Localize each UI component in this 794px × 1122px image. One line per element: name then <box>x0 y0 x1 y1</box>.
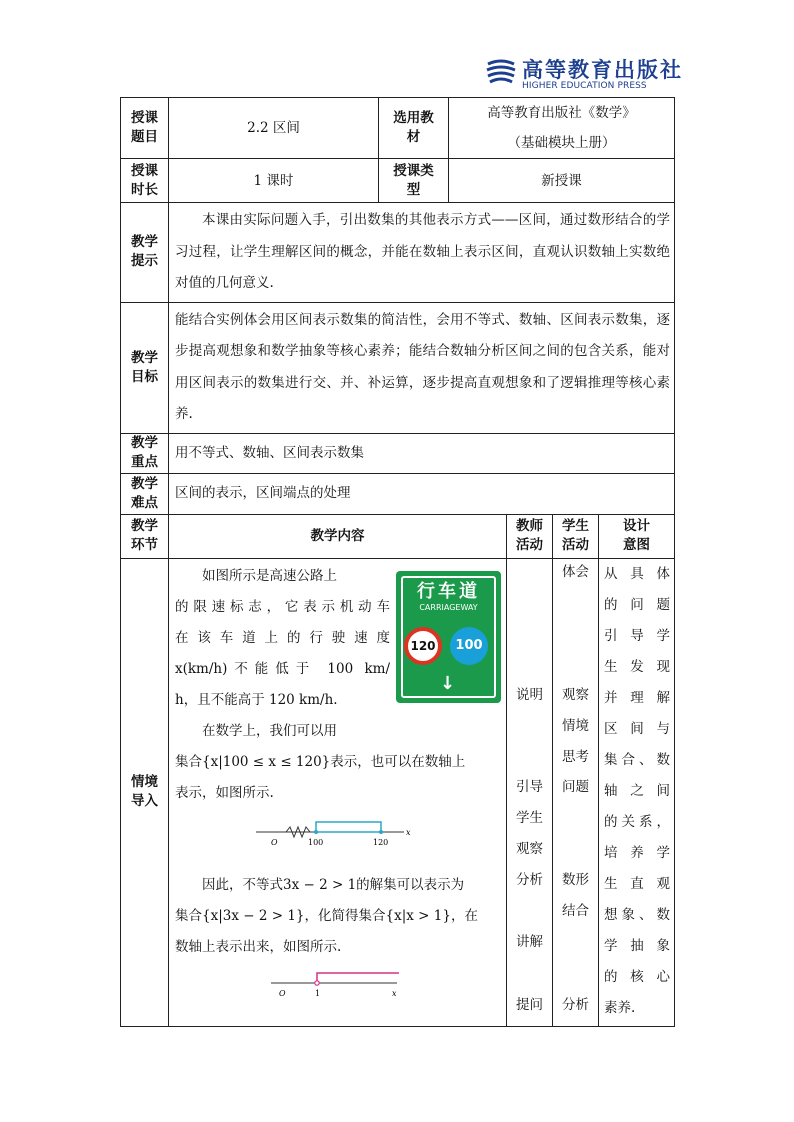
endpoint-100 <box>314 830 318 834</box>
endpoint-120 <box>379 830 383 834</box>
axis2-x: x <box>392 988 397 998</box>
goals-text: 能结合实例体会用区间表示数集的简洁性，会用不等式、数轴、区间表示数集，逐步提高观想象和数学抽象等核心素养；能结合数轴分析区间之间的包含关系，能对用区间表示的数集进行交、并、补运算，逐步提高直观想象和了逻辑推理等核心素养. <box>169 302 675 433</box>
sign-title-en: CARRIAGEWAY <box>419 602 478 612</box>
col-intent-header: 设计意图 <box>599 514 675 558</box>
intro-student-activities <box>553 558 599 1026</box>
lesson-plan-table <box>120 97 675 1027</box>
student-activity: 观察 <box>562 686 589 703</box>
max-speed-badge: 120 <box>404 627 442 665</box>
teacher-activity: 观察 <box>516 840 543 857</box>
teacher-activity: 引导 <box>516 778 543 795</box>
publisher-logo <box>484 54 683 94</box>
publisher-name-cn: 高等教育出版社 <box>522 57 683 82</box>
textbook-value <box>449 98 675 159</box>
student-activity: 情境 <box>562 717 589 734</box>
publisher-name-en: HIGHER EDUCATION PRESS <box>522 81 647 91</box>
down-arrow-icon: ↓ <box>440 672 456 694</box>
intro-paragraph-2: 在数学上，我们可以用 集合{x|100 ≤ x ≤ 120}表示，也可以在数轴上 表示，如图所示. <box>175 722 466 801</box>
axis1-x: x <box>406 827 411 837</box>
axis1-tick-120: 120 <box>373 837 389 847</box>
intro-paragraph-1: 如图所示是高速公路上 的限速标志，它表示机动车 在该车道上的行驶速度 x(km/h)不能低于 100 km/ h，且不能高于 120 km/h. <box>175 567 390 708</box>
student-activity: 结合 <box>562 902 589 919</box>
duration-label: 授课时长 <box>121 159 169 203</box>
intro-stage-label: 情境导入 <box>121 558 169 1026</box>
publisher-mark-icon <box>484 56 518 90</box>
hint-label: 教学提示 <box>121 203 169 303</box>
student-activity: 体会 <box>562 563 589 580</box>
textbook-line2: （基础模块上册） <box>507 135 616 151</box>
min-speed-badge: 100 <box>450 627 488 665</box>
type-label: 授课类型 <box>379 159 449 203</box>
topic-value: 2.2 区间 <box>169 98 379 159</box>
teacher-activity: 学生 <box>516 809 543 826</box>
number-line-100-120 <box>254 817 424 849</box>
design-intent-text: 从具体 的问题 引导学 生发现 并理解 区间与 集合、数 轴之间 的关系， 培养学 生直观 想象、数 学抽象 的核心 素养. <box>604 565 670 1016</box>
axis2-tick-1: 1 <box>315 988 321 998</box>
interval-bracket <box>316 822 381 832</box>
intro-paragraph-3: 因此，不等式3x − 2 > 1的解集可以表示为 集合{x|3x − 2 > 1}，化简得集合{x|x > 1}，在 数轴上表示出来，如图所示. <box>175 876 478 955</box>
teacher-activity: 讲解 <box>516 933 543 950</box>
goals-label: 教学目标 <box>121 302 169 433</box>
col-stage-header: 教学环节 <box>121 514 169 558</box>
student-activity: 问题 <box>562 778 589 795</box>
sign-title-cn: 行车道 <box>417 580 480 602</box>
student-activity: 数形 <box>562 871 589 888</box>
open-endpoint-1 <box>315 980 319 984</box>
number-line-greater-than-1 <box>269 969 409 1001</box>
intro-content <box>169 558 507 1026</box>
textbook-line1: 高等教育出版社《数学》 <box>487 105 636 121</box>
teacher-activity: 说明 <box>516 686 543 703</box>
col-teacher-header: 教师活动 <box>507 514 553 558</box>
student-activity: 分析 <box>562 996 589 1013</box>
speed-limit-sign <box>396 571 501 703</box>
topic-label: 授课题目 <box>121 98 169 159</box>
difficulty-label: 教学难点 <box>121 473 169 514</box>
axis1-tick-100: 100 <box>308 837 324 847</box>
textbook-label: 选用教材 <box>379 98 449 159</box>
difficulty-text: 区间的表示，区间端点的处理 <box>169 473 675 514</box>
focus-label: 教学重点 <box>121 433 169 473</box>
hint-text: 本课由实际问题入手，引出数集的其他表示方式——区间，通过数形结合的学习过程，让学生理解区间的概念，并能在数轴上表示区间，直观认识数轴上实数绝对值的几何意义. <box>169 203 675 303</box>
axis1-origin: O <box>271 837 278 847</box>
teacher-activity: 提问 <box>516 996 543 1013</box>
axis2-origin: O <box>279 988 286 998</box>
intro-design-intent <box>599 558 675 1026</box>
focus-text: 用不等式、数轴、区间表示数集 <box>169 433 675 473</box>
col-student-header: 学生活动 <box>553 514 599 558</box>
teacher-activity: 分析 <box>516 871 543 888</box>
type-value: 新授课 <box>449 159 675 203</box>
intro-teacher-activities <box>507 558 553 1026</box>
student-activity: 思考 <box>562 748 589 765</box>
interval-ray <box>317 973 399 983</box>
col-content-header: 教学内容 <box>169 514 507 558</box>
duration-value: 1 课时 <box>169 159 379 203</box>
